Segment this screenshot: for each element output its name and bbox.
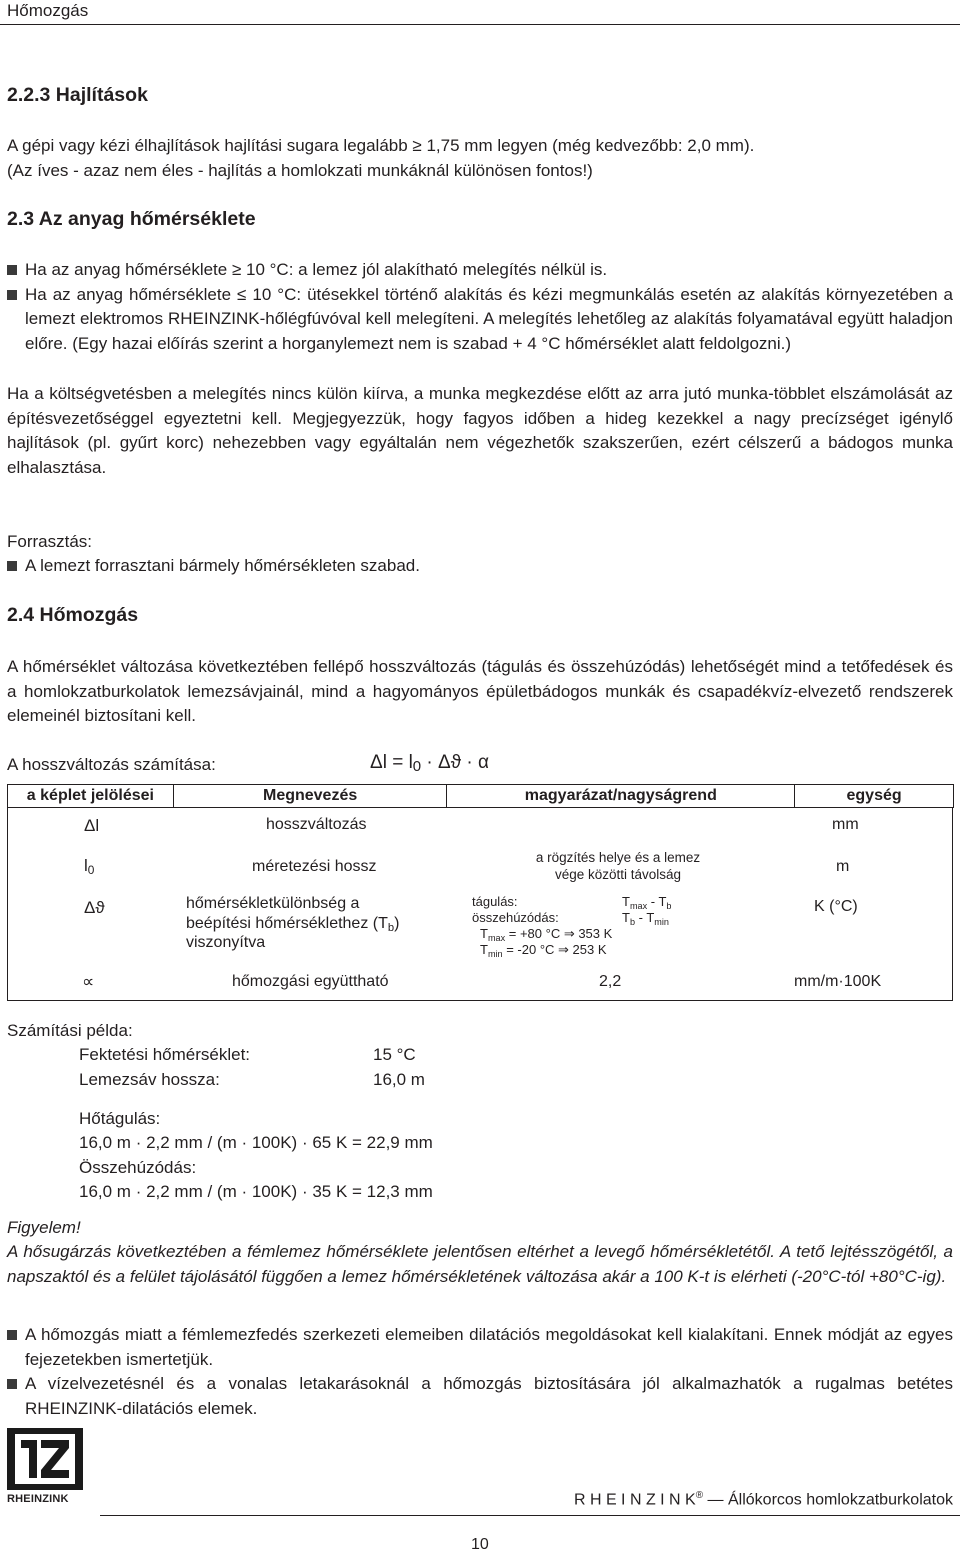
section-223-body (7, 134, 953, 183)
table-header-cell: egység (795, 785, 954, 808)
section-23-paragraph: Ha a költségvetésben a melegítés nincs külön kiírva, a munka megkezdése előtt az arra jutó munka-többlet elszámolását az építésvezetőséggel egyeztetni kell. Megjegyezzük, hogy fagyos időben a hideg kezekkel a nagy precízséget igénylő hajlítások (pl. gyűrt korc) nehezebben vagy egyáltalán nem végezhetők szakszerűen, ezért célszerű a bádogos munka elhalasztása. (7, 384, 953, 477)
notice-text: A hősugárzás következtében a fémlemez hőmérséklete jelentősen eltérhet a levegő hőmérsékletétől. A tető lejtésszögétől, a napszaktól és a felület tájolásától függően a lemez hőmérsékletének változása akár a 100 K-t is elérheti (-20°C-tól +80°C-ig). (7, 1242, 953, 1286)
header-title: Hőmozgás (7, 1, 89, 20)
calc-label: A hosszváltozás számítása: (7, 755, 216, 774)
forrasztas-label: Forrasztás: (7, 532, 93, 551)
row-unit: mm/m·100K (794, 973, 882, 990)
row-unit: m (836, 858, 850, 875)
logo-text: RHEINZINK (7, 1493, 69, 1505)
row-name: méretezési hossz (252, 858, 377, 875)
footer-reg: ® (695, 1490, 704, 1501)
table-header-row (8, 785, 954, 808)
table-body (7, 808, 953, 1001)
footer-brand-line (574, 1490, 953, 1509)
row-name: hőmozgási együttható (232, 973, 389, 990)
row-symbol: ∝ (82, 972, 95, 991)
bullet-text: A hőmozgás miatt a fémlemezfedés szerkezeti elemeiben dilatációs megoldásokat kell kialakítani. Ennek módját az egyes fejezetekben ismertetjük. (25, 1325, 953, 1369)
footer-subtitle: — Állókorcos homlokzatburkolatok (703, 1491, 953, 1509)
rheinzink-logo-icon (7, 1428, 83, 1490)
row-explanation-block: tágulás: $T_{max} - T_b$ összehúzódás: $T_b - T_{min}$ $T_{max} = +80$ °C ⇒ 353 K $T_{min} = -20$ °C ⇒ 253 K (472, 894, 672, 959)
section-24-paragraph: A hőmérséklet változása következtében fellépő hosszváltozás (tágulás és összehúzódás) lehetőségét mind a tetőfedések és a homlokzatburkolatok lemezsávjainál, mind a hagyományos épületbádogos munkák és csapadékvíz-elvezető rendszerek elemeinél biztosítani kell. (7, 657, 953, 725)
bullet-text: A lemezt forrasztani bármely hőmérsékleten szabad. (25, 556, 420, 575)
row-unit: K (°C) (814, 898, 858, 915)
forrasztas-item (7, 554, 953, 579)
bullet-square-icon (7, 1379, 17, 1389)
row-explanation: 2,2 (599, 973, 622, 990)
table-row (8, 890, 952, 966)
row-symbol: Δl (84, 816, 100, 835)
list-item (7, 1372, 953, 1421)
row-explanation: a rögzítés helye és a lemez vége közötti távolság (535, 850, 701, 882)
row-unit: mm (832, 816, 859, 833)
example-label-2: Lemezsáv hossza: (79, 1070, 220, 1089)
symbols-table (7, 784, 954, 808)
section-223-title: 2.2.3 Hajlítások (7, 84, 148, 106)
list-item (7, 1323, 953, 1372)
section-23-bullets (7, 258, 953, 356)
bullet-square-icon (7, 265, 17, 275)
row-symbol: Δϑ (84, 898, 105, 917)
row-name: hőmérsékletkülönbség a beépítési hőmérséklethez $(T_b)$ viszonyítva (186, 895, 400, 951)
bullet-text: A vízelvezetésnél és a vonalas letakarásoknál a hőmozgás biztosítására jól alkalmazhatók a rugalmas betétes RHEINZINK-dilatációs elemek. (25, 1374, 953, 1418)
row-symbol: $l_0$ (84, 856, 95, 877)
section-223-p1: A gépi vagy kézi élhajlítások hajlítási sugara legalább ≥ 1,75 mm legyen (még kedvezőbb: 2,0 mm). (7, 136, 755, 155)
table-header-cell: magyarázat/nagyságrend (447, 785, 795, 808)
bullet-square-icon (7, 561, 17, 571)
formula: $\Delta l = l_0 \cdot \Delta ϑ \cdot \alpha$ (370, 752, 489, 775)
section-24-title: 2.4 Hőmozgás (7, 604, 139, 626)
table-row (8, 846, 952, 890)
page-number: 10 (471, 1536, 489, 1553)
bullet-square-icon (7, 290, 17, 300)
list-item (7, 554, 953, 579)
end-bullets (7, 1323, 953, 1421)
page-header (7, 0, 88, 22)
table-header-cell: a képlet jelölései (8, 785, 174, 808)
example-calc-contraction: 16,0 m · 2,2 mm / (m · 100K) · 35 K = 12,3 mm (79, 1182, 433, 1201)
row-name: hosszváltozás (266, 816, 367, 833)
example-calc-expansion: 16,0 m · 2,2 mm / (m · 100K) · 65 K = 22,9 mm (79, 1133, 433, 1152)
example-heading-expansion: Hőtágulás: (79, 1109, 161, 1128)
header-rule (0, 24, 960, 25)
notice-title: Figyelem! (7, 1218, 81, 1237)
example-label-1: Fektetési hőmérséklet: (79, 1045, 251, 1064)
section-223-p2: (Az íves - azaz nem éles - hajlítás a homlokzati munkáknál különösen fontos!) (7, 160, 593, 180)
table-header-cell: Megnevezés (173, 785, 447, 808)
footer-rule (100, 1515, 960, 1516)
section-23-title: 2.3 Az anyag hőmérséklete (7, 208, 256, 230)
table-row (8, 808, 952, 846)
bullet-text: Ha az anyag hőmérséklete ≤ 10 °C: ütésekkel történő alakítás és kézi megmunkálás esetén az alakítás környezetében a lemezt elektromos RHEINZINK-hőlégfúvóval kell melegíteni. A melegítés lehetőleg az alakítás folyamatával együtt haladjon előre. (Egy hazai előírás szerint a horganylemezt nem is szabad + 4 °C hőmérséklet alatt feldolgozni.) (25, 284, 953, 353)
example-heading-contraction: Összehúzódás: (79, 1158, 197, 1177)
list-item (7, 283, 953, 357)
list-item (7, 258, 953, 283)
example-value-1: 15 °C (373, 1045, 416, 1064)
bullet-text: Ha az anyag hőmérséklete ≥ 10 °C: a lemez jól alakítható melegítés nélkül is. (25, 260, 608, 279)
example-title: Számítási példa: (7, 1021, 133, 1040)
bullet-square-icon (7, 1330, 17, 1340)
footer-brand: R H E I N Z I N K (573, 1491, 696, 1509)
table-row (8, 968, 952, 1000)
example-value-2: 16,0 m (373, 1070, 425, 1089)
